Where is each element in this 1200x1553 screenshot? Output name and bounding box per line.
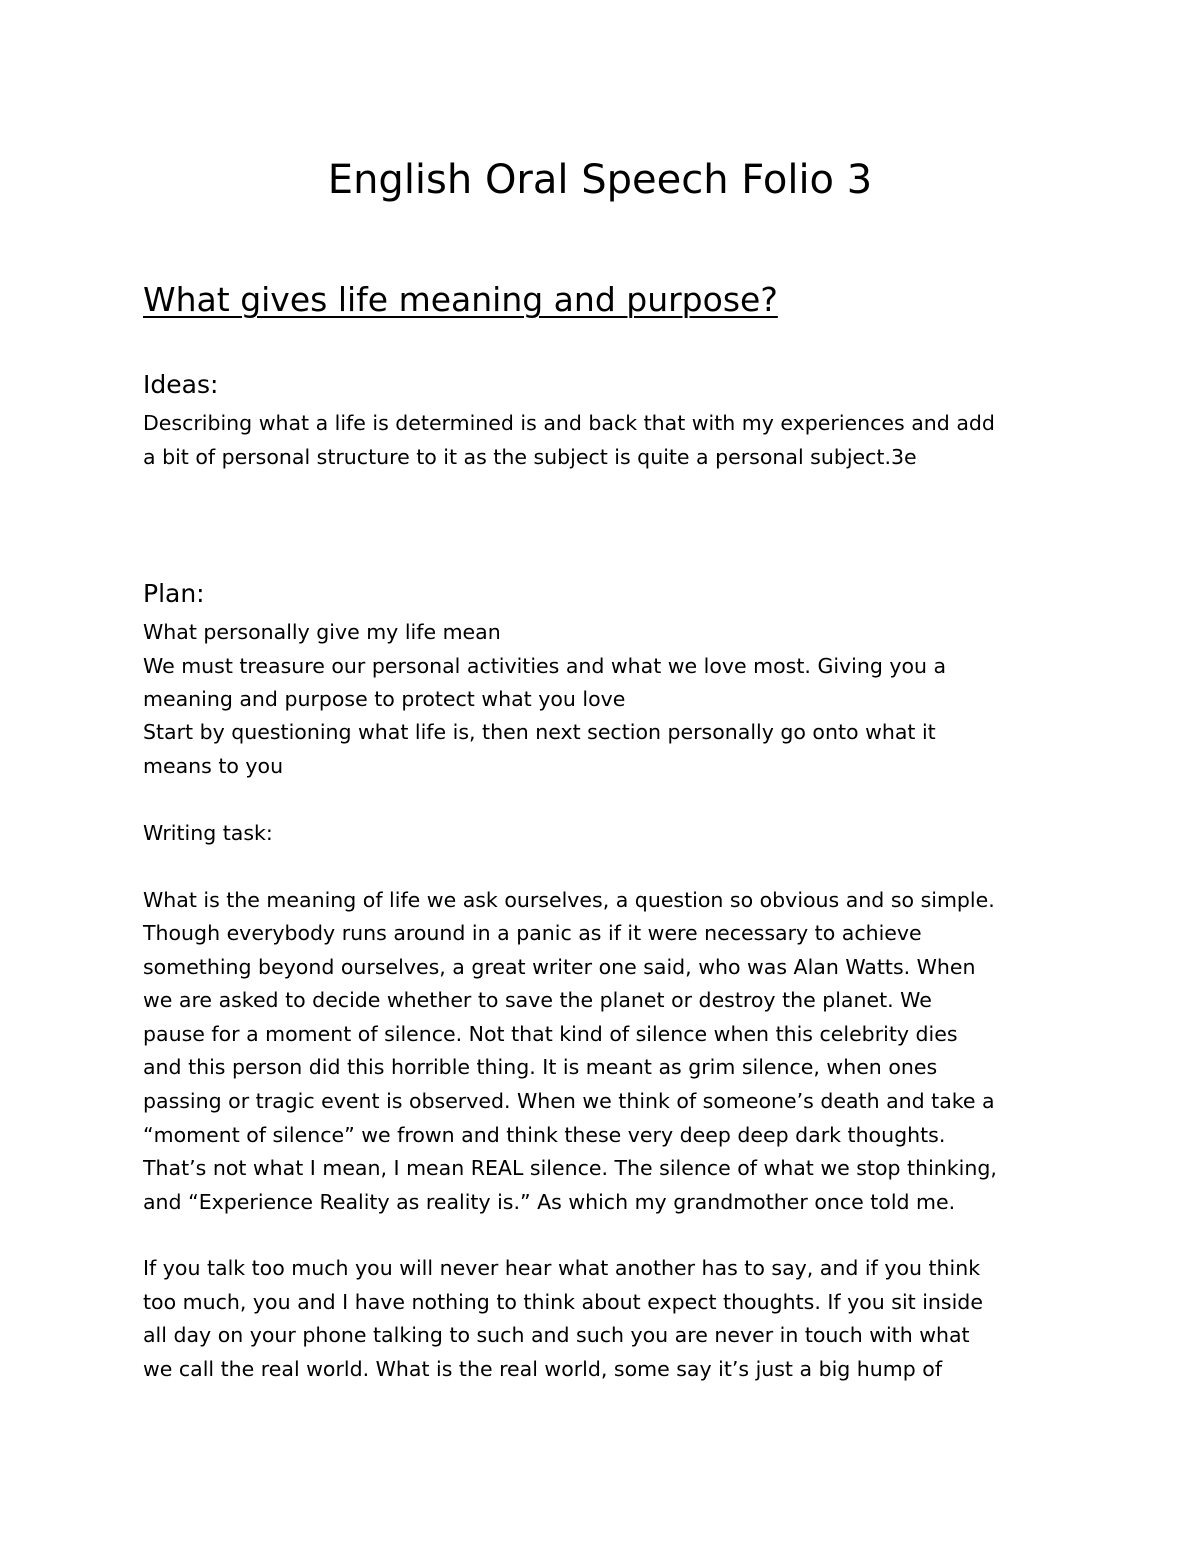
paragraph-line: too much, you and I have nothing to think about expect thoughts. If you sit inside (143, 1290, 983, 1314)
paragraph-line: “moment of silence” we frown and think these very deep deep dark thoughts. (143, 1123, 946, 1147)
plan-line: What personally give my life mean (143, 620, 501, 644)
plan-line: Start by questioning what life is, then next section personally go onto what it (143, 720, 936, 744)
plan-line: means to you (143, 754, 284, 778)
paragraph-line: Though everybody runs around in a panic as if it were necessary to achieve (143, 921, 922, 945)
paragraph-line: passing or tragic event is observed. When we think of someone’s death and take a (143, 1089, 995, 1113)
paragraph-line: pause for a moment of silence. Not that kind of silence when this celebrity dies (143, 1022, 958, 1046)
paragraph-line: all day on your phone talking to such and such you are never in touch with what (143, 1323, 970, 1347)
ideas-line: a bit of personal structure to it as the subject is quite a personal subject.3e (143, 445, 917, 469)
paragraph-line: If you talk too much you will never hear what another has to say, and if you think (143, 1256, 981, 1280)
paragraph-line: we are asked to decide whether to save the planet or destroy the planet. We (143, 988, 932, 1012)
paragraph-line: something beyond ourselves, a great writer one said, who was Alan Watts. When (143, 955, 976, 979)
paragraph-line: That’s not what I mean, I mean REAL silence. The silence of what we stop thinking, (143, 1156, 997, 1180)
plan-heading: Plan: (143, 579, 205, 608)
writing-task-heading: Writing task: (143, 821, 273, 845)
document-title: English Oral Speech Folio 3 (327, 157, 873, 203)
ideas-line: Describing what a life is determined is and back that with my experiences and add (143, 411, 995, 435)
paragraph-line: and this person did this horrible thing. It is meant as grim silence, when ones (143, 1055, 938, 1079)
document-subtitle: What gives life meaning and purpose? (143, 280, 778, 319)
plan-line: meaning and purpose to protect what you love (143, 687, 626, 711)
paragraph-line: What is the meaning of life we ask ourselves, a question so obvious and so simple. (143, 888, 995, 912)
plan-line: We must treasure our personal activities and what we love most. Giving you a (143, 654, 947, 678)
paragraph-line: we call the real world. What is the real world, some say it’s just a big hump of (143, 1357, 943, 1381)
paragraph-line: and “Experience Reality as reality is.” As which my grandmother once told me. (143, 1190, 956, 1214)
ideas-heading: Ideas: (143, 370, 219, 399)
